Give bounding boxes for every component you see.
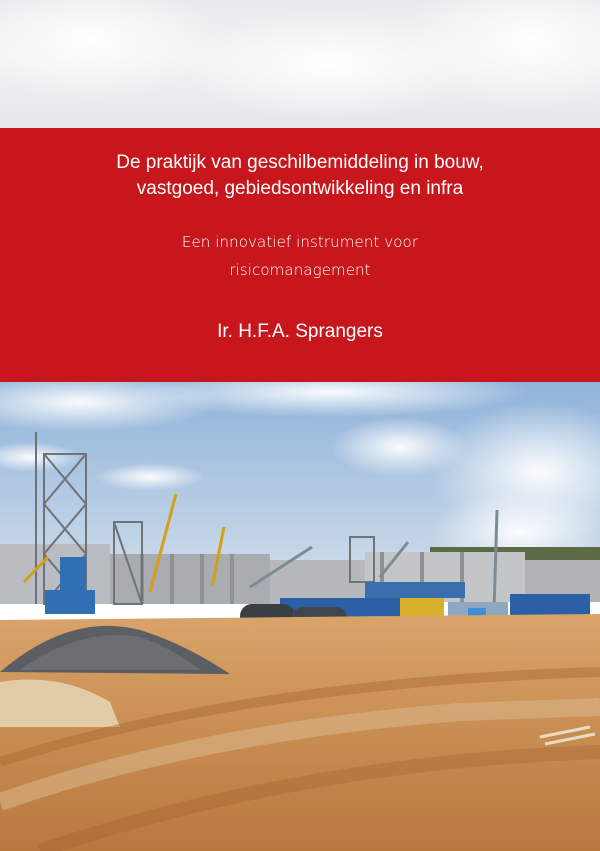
author-name: Ir. H.F.A. Sprangers xyxy=(217,321,383,342)
book-subtitle: Een innovatief instrument voor risicomanagement xyxy=(181,233,419,279)
title-banner xyxy=(0,128,600,382)
top-sky-photo xyxy=(0,0,600,128)
construction-site-photo xyxy=(0,382,600,851)
book-title: De praktijk van geschilbemiddeling in bouw, vastgoed, gebiedsontwikkeling en infra xyxy=(116,152,484,199)
